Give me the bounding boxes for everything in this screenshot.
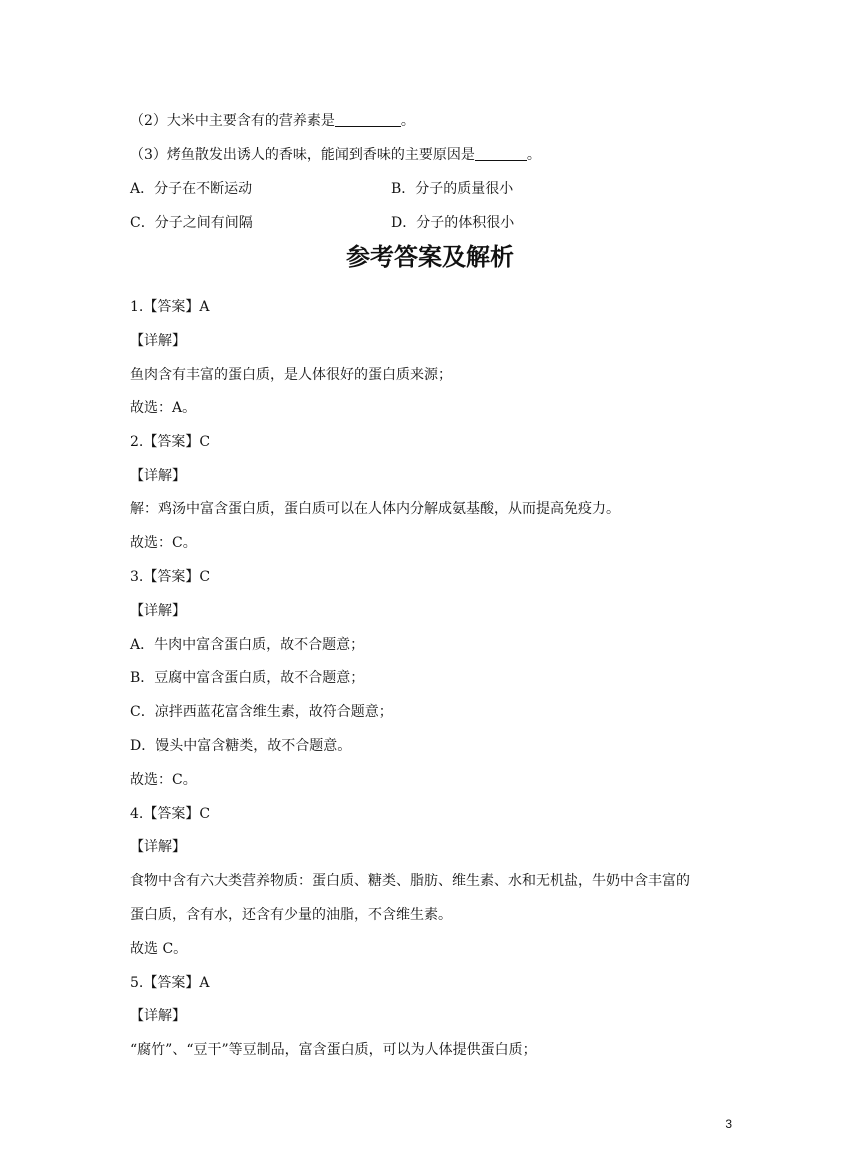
option-b: B．分子的质量很小 [391, 181, 514, 197]
answer-line-22: 【详解】 [130, 1008, 186, 1024]
answer-line-13: C．凉拌西蓝花富含维生素，故符合题意； [130, 704, 393, 720]
answer-blank [475, 146, 527, 161]
page-number: 3 [725, 1117, 732, 1131]
question-3-end: 。 [526, 147, 541, 163]
answer-line-8: 故选：C。 [130, 535, 197, 551]
answer-line-4: 故选：A。 [130, 400, 197, 416]
answer-line-19: 蛋白质，含有水，还含有少量的油脂，不含维生素。 [130, 907, 452, 923]
answer-line-2: 【详解】 [130, 333, 186, 349]
answer-line-9: 3.【答案】C [130, 569, 211, 585]
answer-line-18: 食物中含有六大类营养物质：蛋白质、糖类、脂肪、维生素、水和无机盐，牛奶中含丰富的 [130, 873, 690, 889]
answer-line-7: 解：鸡汤中富含蛋白质，蛋白质可以在人体内分解成氨基酸，从而提高免疫力。 [130, 501, 620, 517]
answers-title: 参考答案及解析 [346, 243, 514, 271]
question-3-text: （3）烤鱼散发出诱人的香味，能闻到香味的主要原因是 [130, 147, 475, 163]
answer-line-6: 【详解】 [130, 468, 186, 484]
answer-line-10: 【详解】 [130, 603, 186, 619]
answer-line-3: 鱼肉含有丰富的蛋白质，是人体很好的蛋白质来源； [130, 367, 452, 383]
option-c: C．分子之间有间隔 [130, 215, 253, 231]
question-2-text: （2）大米中主要含有的营养素是 [130, 113, 335, 129]
question-2 [130, 111, 415, 131]
answer-line-17: 【详解】 [130, 839, 186, 855]
answer-line-16: 4.【答案】C [130, 806, 211, 822]
answer-line-14: D．馒头中富含糖类，故不合题意。 [130, 738, 352, 754]
answer-line-23: “腐竹”、“豆干”等豆制品，富含蛋白质，可以为人体提供蛋白质； [130, 1042, 537, 1058]
option-d: D．分子的体积很小 [391, 215, 515, 231]
answer-line-15: 故选：C。 [130, 772, 197, 788]
answer-line-20: 故选 C。 [130, 941, 188, 957]
question-2-end: 。 [400, 113, 415, 129]
answer-line-5: 2.【答案】C [130, 434, 211, 450]
question-3 [130, 145, 541, 165]
answer-line-1: 1.【答案】A [130, 299, 210, 315]
answer-blank [335, 112, 401, 127]
option-a: A．分子在不断运动 [130, 181, 253, 197]
answer-line-12: B．豆腐中富含蛋白质，故不合题意； [130, 670, 365, 686]
answer-line-11: A．牛肉中富含蛋白质，故不合题意； [130, 637, 365, 653]
answer-line-21: 5.【答案】A [130, 975, 210, 991]
